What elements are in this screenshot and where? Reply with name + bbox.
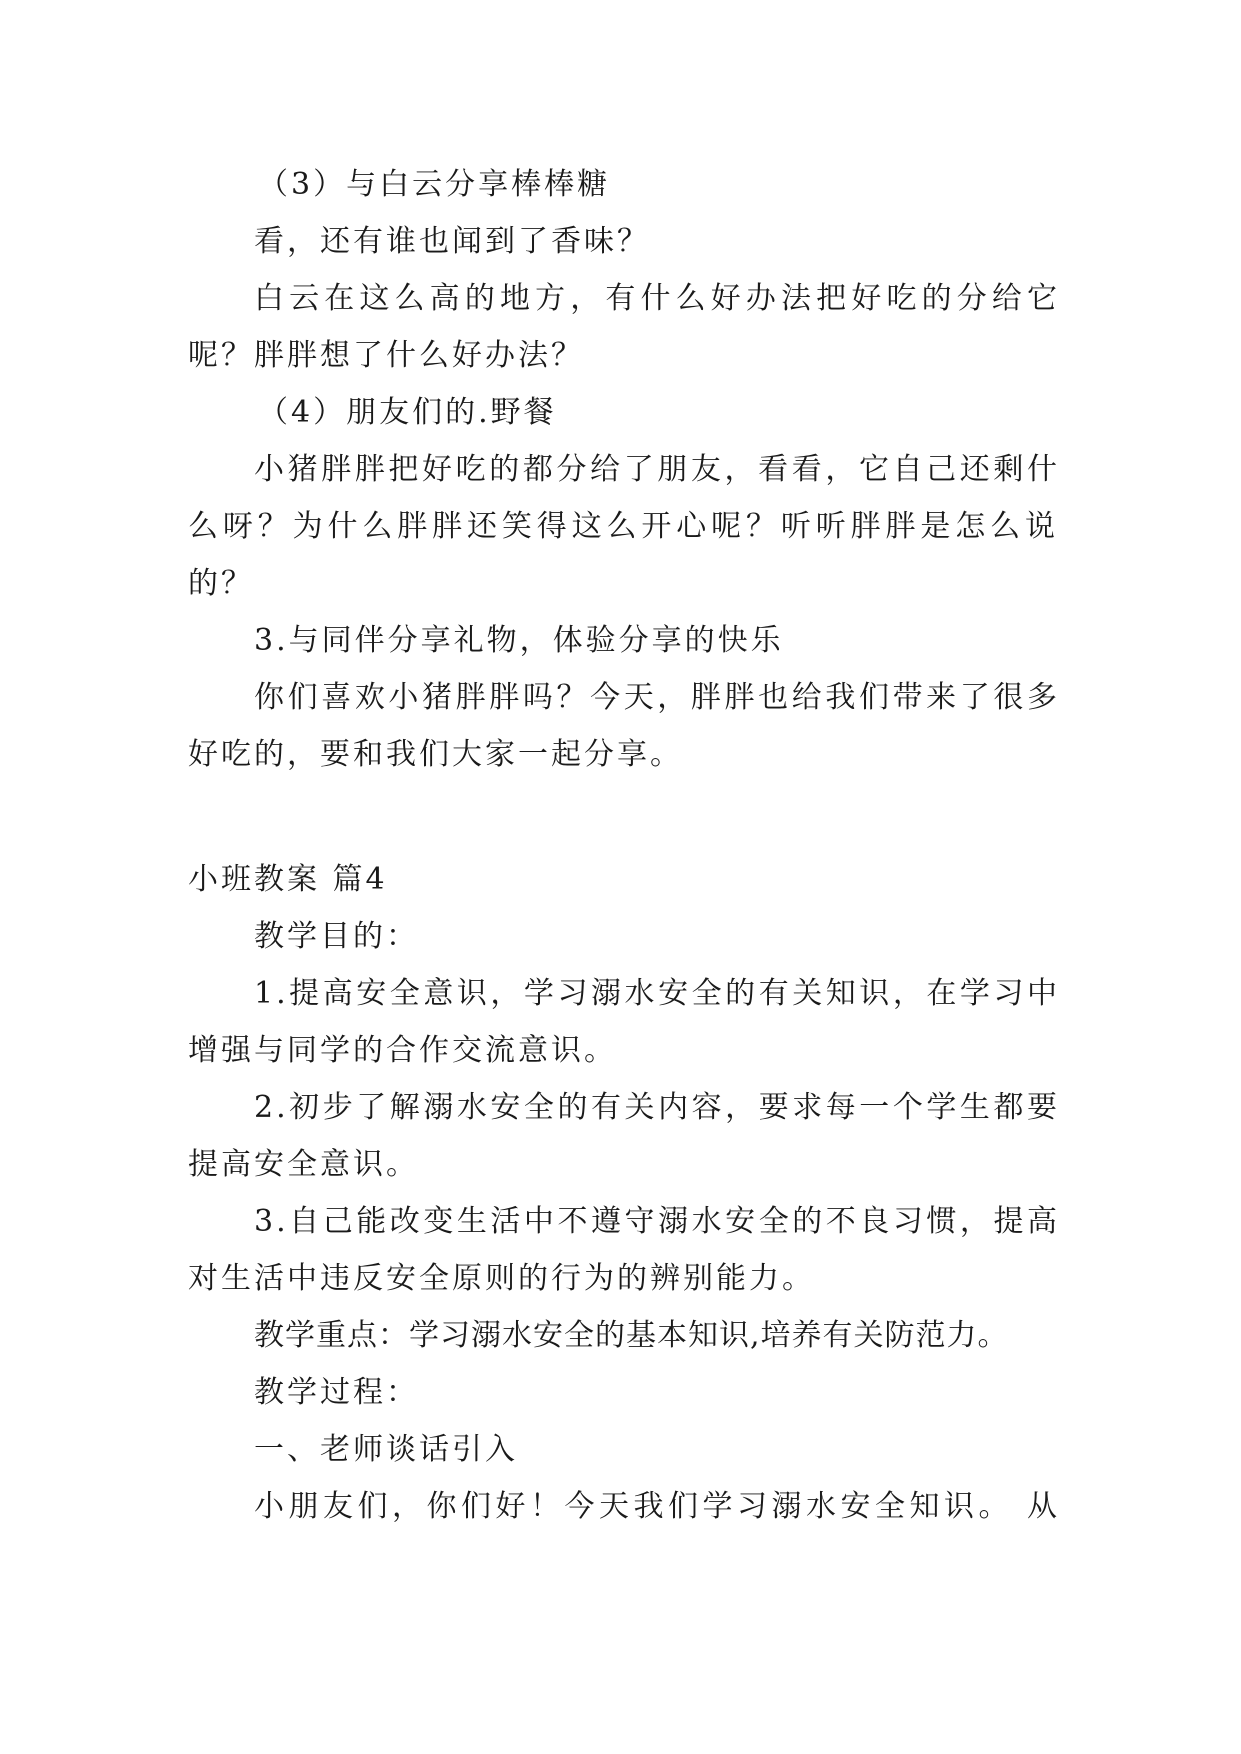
paragraph-line: 呢？胖胖想了什么好办法？ (188, 338, 584, 373)
paragraph-line: 的？ (188, 566, 254, 601)
paragraph-line: 你们喜欢小猪胖胖吗？今天，胖胖也给我们带来了很多 (254, 680, 1060, 715)
paragraph-line: 看，还有谁也闻到了香味？ (254, 224, 650, 259)
step-heading: 3.与同伴分享礼物，体验分享的快乐 (254, 623, 784, 658)
paragraph-line: 小猪胖胖把好吃的都分给了朋友，看看，它自己还剩什 (254, 452, 1060, 487)
paragraph-line: 教学目的： (254, 919, 419, 954)
paragraph-line: 白云在这么高的地方，有什么好办法把好吃的分给它 (254, 281, 1060, 316)
paragraph-line: 一、老师谈话引入 (254, 1432, 518, 1467)
paragraph-line: 教学重点：学习溺水安全的基本知识,培养有关防范力。 (254, 1318, 1009, 1353)
paragraph-line: 小朋友们，你们好！今天我们学习溺水安全知识。 从 (254, 1489, 1060, 1524)
subheading-share-lollipop: （3）与白云分享棒棒糖 (258, 167, 611, 202)
paragraph-line: 提高安全意识。 (188, 1147, 419, 1182)
paragraph-line: 3.自己能改变生活中不遵守溺水安全的不良习惯，提高 (254, 1204, 1060, 1239)
paragraph-line: 增强与同学的合作交流意识。 (188, 1033, 617, 1068)
paragraph-line: 1.提高安全意识，学习溺水安全的有关知识，在学习中 (254, 976, 1060, 1011)
paragraph-line: 对生活中违反安全原则的行为的辨别能力。 (188, 1261, 815, 1296)
section-title: 小班教案 篇4 (188, 862, 388, 897)
paragraph-line: 教学过程： (254, 1375, 419, 1410)
paragraph-line: 2.初步了解溺水安全的有关内容，要求每一个学生都要 (254, 1090, 1060, 1125)
paragraph-line: 好吃的，要和我们大家一起分享。 (188, 737, 683, 772)
subheading-picnic: （4）朋友们的.野餐 (258, 395, 557, 430)
paragraph-line: 么呀？为什么胖胖还笑得这么开心呢？听听胖胖是怎么说 (188, 509, 1058, 544)
